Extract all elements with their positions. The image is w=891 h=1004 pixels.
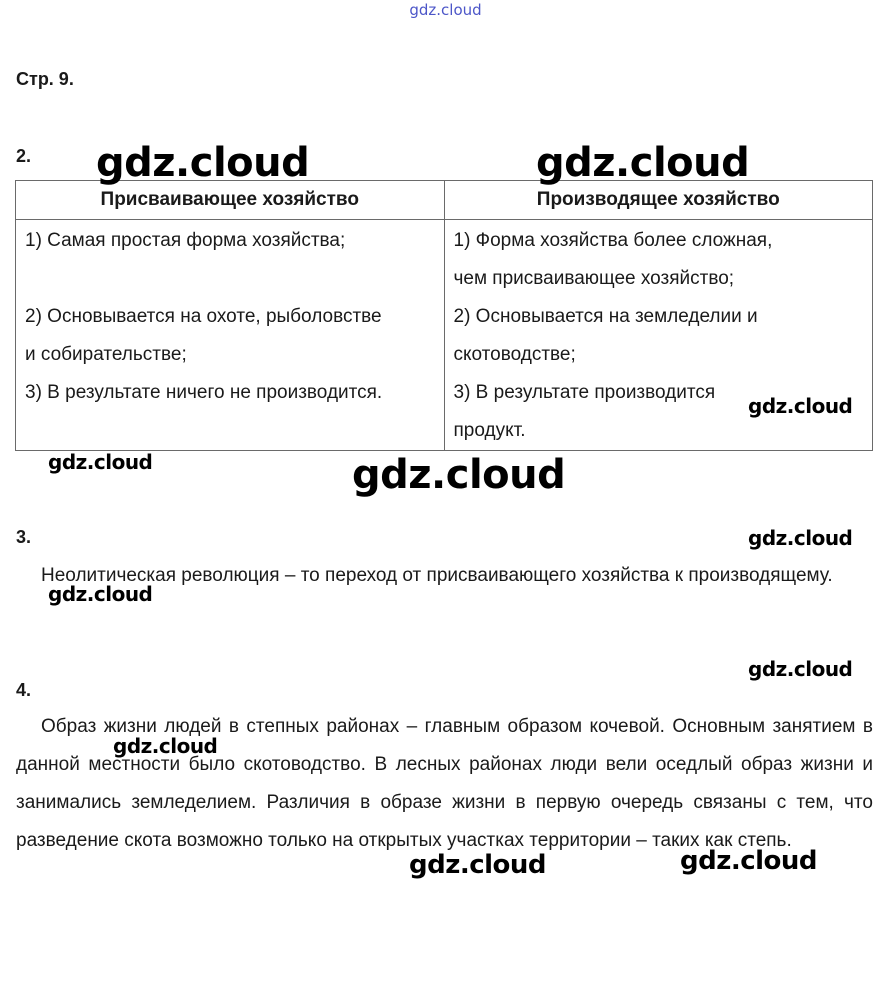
page-reference: Стр. 9. [16,69,74,89]
list-item: 2) Основывается на земледелии и [453,306,758,327]
list-item: и собирательстве; [25,344,187,365]
watermark: gdz.cloud [748,526,853,550]
column-header-producing: Производящее хозяйство [444,181,873,220]
watermark: gdz.cloud [113,734,218,758]
watermark: gdz.cloud [748,394,853,418]
watermark: gdz.cloud [536,140,750,186]
list-item: 3) В результате производится [453,382,716,403]
list-item: 1) Самая простая форма хозяйства; [25,230,346,251]
list-item: продукт. [453,420,526,441]
site-link[interactable]: gdz.cloud [409,1,482,19]
watermark: gdz.cloud [96,140,310,186]
watermark: gdz.cloud [680,846,818,876]
economy-comparison-table [15,180,873,451]
list-item [25,260,436,298]
task-4-answer: Образ жизни людей в степных районах – главным образом кочевой. Основным занятием в данной местности было скотоводство. В лесных районах люди вели оседлый образ жизни и занимались земледелием. Различия в образе жизни в первую очередь связаны с тем, что разведение скота возможно только на открытых участках территории – таких как степь. [16,716,873,851]
list-item: 2) Основывается на охоте, рыболовстве [25,306,382,327]
watermark: gdz.cloud [748,657,853,681]
task-4-number: 4. [16,680,32,700]
watermark: gdz.cloud [48,450,153,474]
column-header-appropriating: Присваивающее хозяйство [16,181,445,220]
list-item: 1) Форма хозяйства более сложная, [453,230,773,251]
watermark: gdz.cloud [352,452,566,498]
list-item: скотоводстве; [453,344,576,365]
task-2-number: 2. [16,146,32,166]
watermark: gdz.cloud [48,582,153,606]
list-item: чем присваивающее хозяйство; [453,268,735,289]
watermark: gdz.cloud [409,850,547,880]
appropriating-economy-cell [16,220,445,451]
task-3-number: 3. [16,527,32,547]
task-3-answer: Неолитическая революция – то переход от присваивающего хозяйства к производящему. [41,565,833,586]
list-item: 3) В результате ничего не производится. [25,382,383,403]
